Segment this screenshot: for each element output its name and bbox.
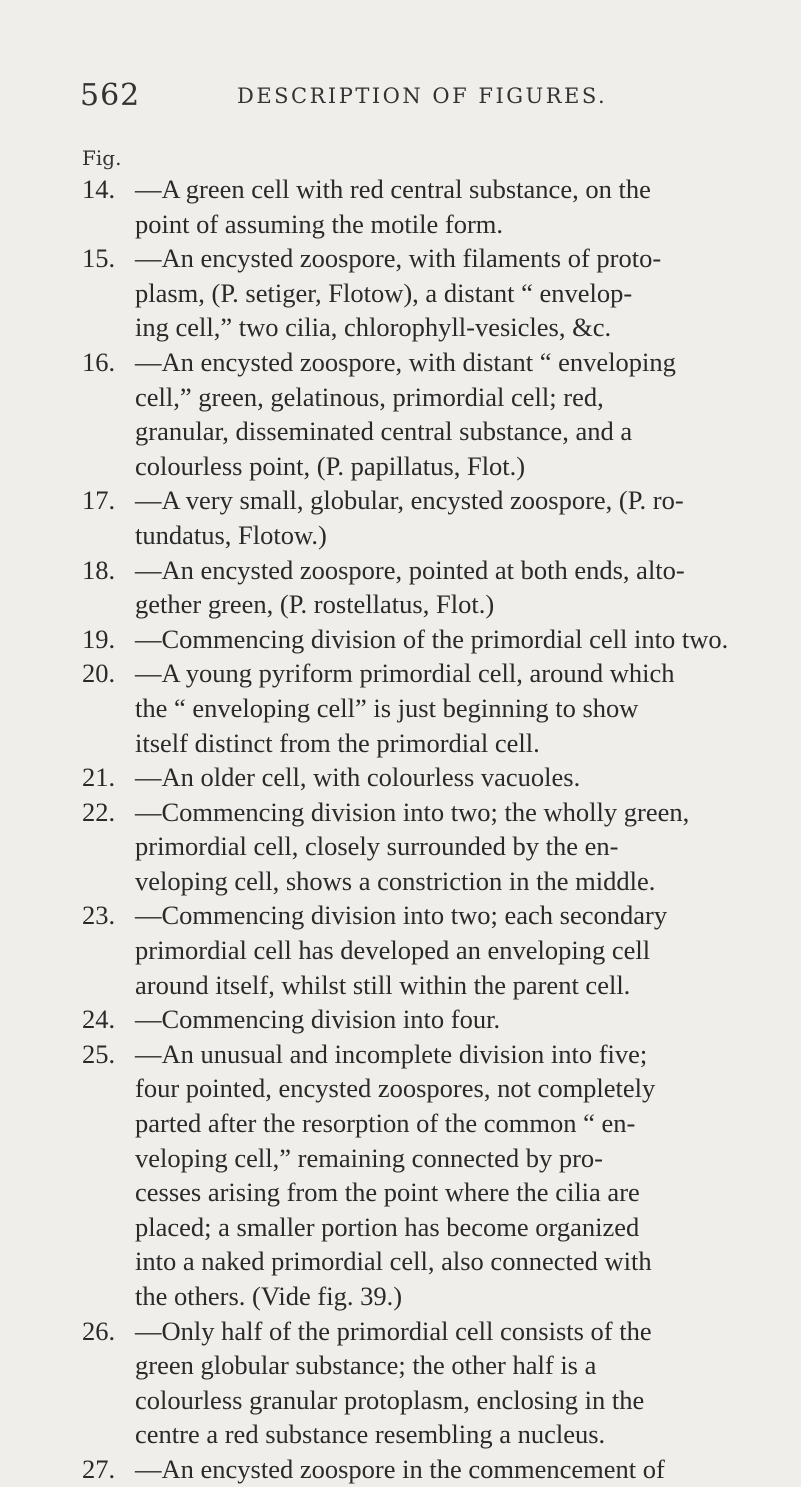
figure-entry bbox=[82, 483, 764, 552]
figure-number: 16. bbox=[82, 346, 116, 377]
description-line: —Commencing division into two; each secondary bbox=[135, 900, 668, 931]
description-line: primordial cell, closely surrounded by the en- bbox=[135, 831, 619, 862]
description-line: —A green cell with red central substance, on the bbox=[135, 174, 651, 204]
description-line: around itself, whilst still within the parent cell. bbox=[135, 969, 631, 1000]
description-line: into a naked primordial cell, also connected with bbox=[135, 1246, 652, 1277]
figure-number: 17. bbox=[82, 485, 116, 516]
description-line: —Commencing division into two; the wholly green, bbox=[135, 796, 690, 827]
figure-number: 21. bbox=[82, 762, 116, 793]
description-line: plasm, (P. setiger, Flotow), a distant “ envelop- bbox=[135, 277, 633, 308]
description-line: placed; a smaller portion has become organized bbox=[135, 1211, 640, 1242]
description-line: cell,” green, gelatinous, primordial cell; red, bbox=[135, 381, 604, 412]
description-line: —An encysted zoospore in the commencement of bbox=[135, 1453, 665, 1484]
figure-description bbox=[135, 553, 764, 622]
description-line: —Commencing division of the primordial cell into two. bbox=[135, 623, 729, 654]
figure-description bbox=[135, 1002, 764, 1037]
description-line: veloping cell, shows a constriction in the middle. bbox=[135, 865, 656, 896]
figure-description bbox=[135, 898, 764, 1002]
description-line: —An encysted zoospore, pointed at both ends, alto- bbox=[135, 554, 685, 585]
description-line: cesses arising from the point where the cilia are bbox=[135, 1177, 640, 1208]
description-line: green globular substance; the other half is a bbox=[135, 1350, 597, 1381]
description-line: centre a red substance resembling a nucleus. bbox=[135, 1419, 606, 1450]
description-line: —An encysted zoospore, with filaments of proto- bbox=[135, 243, 662, 274]
figure-number: 15. bbox=[82, 243, 116, 274]
figure-entry bbox=[82, 795, 764, 899]
description-line: granular, disseminated central substance, and a bbox=[135, 416, 633, 447]
description-line: parted after the resorption of the common “ en- bbox=[135, 1108, 636, 1139]
figure-number: 20. bbox=[82, 658, 116, 689]
figure-entry bbox=[82, 622, 764, 657]
description-line: colourless granular protoplasm, enclosing in the bbox=[135, 1384, 645, 1415]
description-line: the others. (Vide fig. 39.) bbox=[135, 1281, 403, 1311]
figure-entry bbox=[82, 760, 764, 795]
description-line: ing cell,” two cilia, chlorophyll-vesicles, &c. bbox=[135, 312, 612, 343]
description-line: colourless point, (P. papillatus, Flot.) bbox=[135, 450, 526, 481]
description-line: the “ enveloping cell” is just beginning to show bbox=[135, 692, 639, 723]
description-line: —Only half of the primordial cell consists of the bbox=[135, 1315, 652, 1346]
figure-number: 23. bbox=[82, 900, 116, 931]
figure-description bbox=[135, 1037, 764, 1314]
fig-column-label: Fig. bbox=[82, 146, 122, 170]
figure-entry bbox=[82, 656, 764, 760]
running-title: DESCRIPTION OF FIGURES. bbox=[237, 84, 608, 108]
figure-number: 27. bbox=[82, 1453, 116, 1484]
description-line: —Commencing division into four. bbox=[135, 1004, 501, 1035]
figure-description bbox=[135, 760, 764, 795]
figure-number: 14. bbox=[82, 174, 116, 204]
figure-entry bbox=[82, 345, 764, 483]
figure-number: 26. bbox=[82, 1315, 116, 1346]
figure-description bbox=[135, 656, 764, 760]
page-number: 562 bbox=[80, 78, 141, 113]
description-line: —A very small, globular, encysted zoospore, (P. ro- bbox=[135, 485, 684, 516]
figure-entry bbox=[82, 553, 764, 622]
figure-description bbox=[135, 345, 764, 483]
description-line: —An encysted zoospore, with distant “ enveloping bbox=[135, 346, 676, 377]
figure-number: 25. bbox=[82, 1038, 116, 1069]
figure-description bbox=[135, 241, 764, 345]
figure-entry bbox=[82, 172, 764, 241]
description-line: —An older cell, with colourless vacuoles. bbox=[135, 762, 581, 793]
figure-number: 24. bbox=[82, 1004, 116, 1035]
figure-description bbox=[135, 483, 764, 552]
figure-descriptions-list bbox=[82, 172, 764, 1487]
description-line: itself distinct from the primordial cell. bbox=[135, 727, 540, 758]
figure-entry bbox=[82, 1002, 764, 1037]
figure-entry bbox=[82, 1037, 764, 1314]
description-line: four pointed, encysted zoospores, not completely bbox=[135, 1073, 656, 1104]
figure-entry bbox=[82, 1314, 764, 1452]
figure-entry bbox=[82, 898, 764, 1002]
figure-description bbox=[135, 172, 764, 241]
description-line: —A young pyriform primordial cell, around which bbox=[135, 658, 675, 689]
figure-number: 22. bbox=[82, 796, 116, 827]
page-header bbox=[80, 78, 760, 118]
figure-entry bbox=[82, 1452, 764, 1487]
description-line: veloping cell,” remaining connected by pro- bbox=[135, 1142, 603, 1173]
figure-description bbox=[135, 622, 764, 657]
description-line: gether green, (P. rostellatus, Flot.) bbox=[135, 589, 495, 620]
figure-entry bbox=[82, 241, 764, 345]
figure-number: 18. bbox=[82, 554, 116, 585]
figure-description bbox=[135, 795, 764, 899]
description-line: point of assuming the motile form. bbox=[135, 208, 504, 239]
figure-number: 19. bbox=[82, 623, 116, 654]
description-line: —An unusual and incomplete division into five; bbox=[135, 1038, 648, 1069]
figure-description bbox=[135, 1314, 764, 1452]
figure-description bbox=[135, 1452, 764, 1487]
description-line: primordial cell has developed an enveloping cell bbox=[135, 935, 651, 966]
description-line: tundatus, Flotow.) bbox=[135, 519, 327, 550]
